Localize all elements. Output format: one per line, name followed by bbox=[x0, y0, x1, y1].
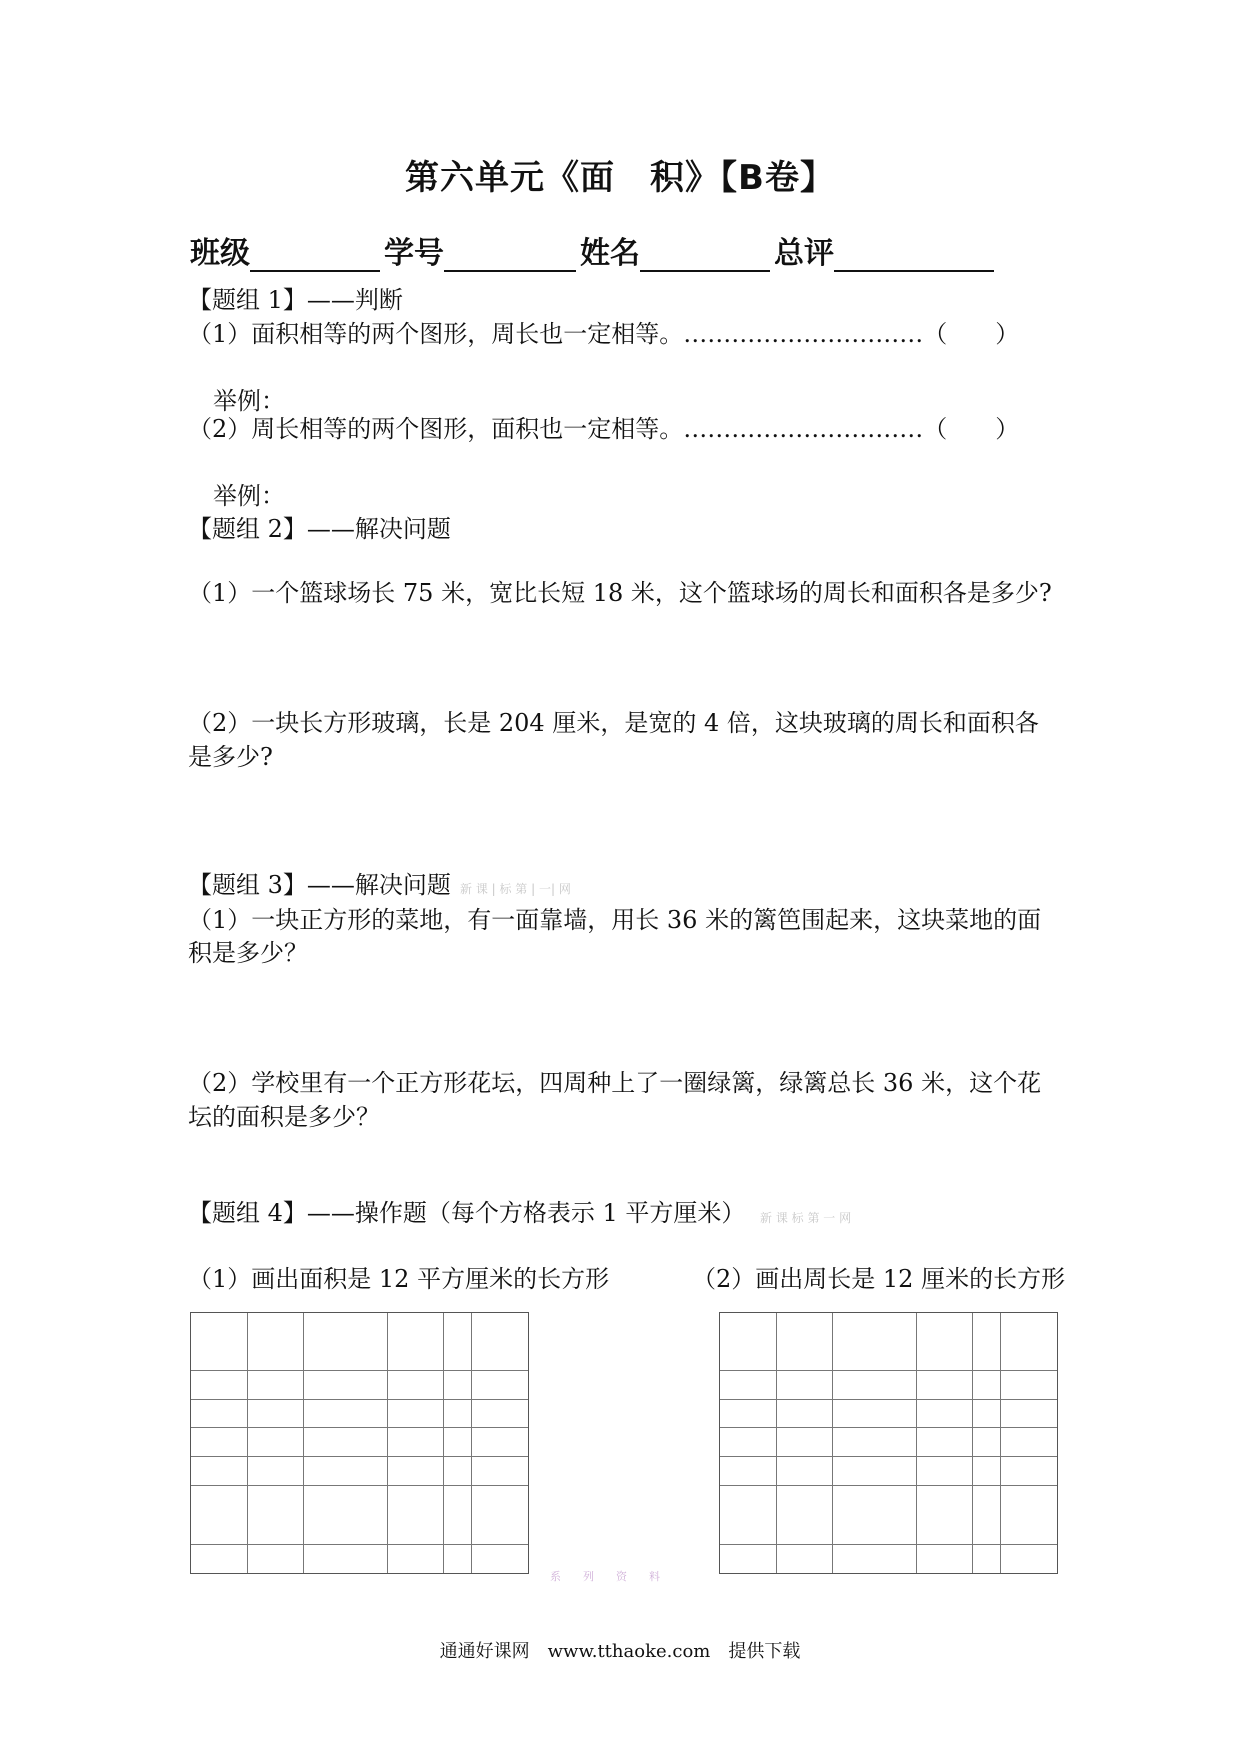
watermark-1: 新 课 | 标 第 | 一| 网 bbox=[460, 882, 571, 896]
group2-question-1: （1）一个篮球场长 75 米，宽比长短 18 米，这个篮球场的周长和面积各是多少? bbox=[188, 579, 1052, 607]
group1-question-1: （1）面积相等的两个图形，周长也一定相等。…………………………（ ） bbox=[188, 320, 1020, 348]
group1-example-1: 举例： bbox=[213, 387, 285, 415]
class-label: 班级 bbox=[190, 236, 250, 271]
watermark-3: 系 列 资 料 bbox=[550, 1570, 660, 1583]
grid-line bbox=[191, 1456, 528, 1457]
grid-line bbox=[191, 1544, 528, 1545]
group2-question-2-line2: 是多少? bbox=[188, 743, 273, 771]
number-blank[interactable] bbox=[444, 240, 576, 272]
grid-line bbox=[972, 1313, 973, 1573]
group4-question-2: （2）画出周长是 12 厘米的长方形 bbox=[692, 1265, 1066, 1293]
grid-line bbox=[191, 1427, 528, 1428]
grid-line bbox=[720, 1544, 1057, 1545]
grid-line bbox=[720, 1399, 1057, 1400]
grid-line bbox=[916, 1313, 917, 1573]
grid-line bbox=[471, 1313, 472, 1573]
group3-question-2-line2: 坛的面积是多少？ bbox=[188, 1103, 380, 1131]
page-footer: 通通好课网 www.tthaoke.com 提供下载 bbox=[439, 1641, 801, 1662]
drawing-grid-1[interactable] bbox=[190, 1312, 529, 1574]
group4-question-1: （1）画出面积是 12 平方厘米的长方形 bbox=[188, 1265, 610, 1293]
grid-line bbox=[1000, 1313, 1001, 1573]
student-info-row bbox=[190, 228, 998, 272]
group3-question-1-line1: （1）一块正方形的菜地，有一面靠墙，用长 36 米的篱笆围起来，这块菜地的面 bbox=[188, 906, 1042, 934]
grid-line bbox=[720, 1427, 1057, 1428]
grid-line bbox=[191, 1399, 528, 1400]
group1-example-2: 举例： bbox=[213, 482, 285, 510]
number-label: 学号 bbox=[384, 236, 444, 271]
name-label: 姓名 bbox=[580, 236, 640, 271]
grid-line bbox=[443, 1313, 444, 1573]
grid-line bbox=[247, 1313, 248, 1573]
score-label: 总评 bbox=[774, 236, 834, 271]
group1-question-2: （2）周长相等的两个图形，面积也一定相等。…………………………（ ） bbox=[188, 415, 1020, 443]
grid-line bbox=[832, 1313, 833, 1573]
grid-line bbox=[191, 1485, 528, 1486]
class-blank[interactable] bbox=[250, 240, 380, 272]
grid-line bbox=[776, 1313, 777, 1573]
grid-line bbox=[720, 1370, 1057, 1371]
page-title: 第六单元《面 积》【B卷】 bbox=[405, 158, 835, 198]
group2-heading: 【题组 2】——解决问题 bbox=[188, 515, 451, 543]
group1-heading: 【题组 1】——判断 bbox=[188, 286, 403, 314]
group3-question-1-line2: 积是多少？ bbox=[188, 939, 308, 967]
score-blank[interactable] bbox=[834, 240, 994, 272]
grid-line bbox=[303, 1313, 304, 1573]
group3-heading: 【题组 3】——解决问题 bbox=[188, 871, 451, 899]
watermark-2: 新 课 标 第 一 网 bbox=[760, 1211, 852, 1225]
grid-line bbox=[191, 1370, 528, 1371]
grid-line bbox=[720, 1456, 1057, 1457]
grid-line bbox=[720, 1485, 1057, 1486]
drawing-grid-2[interactable] bbox=[719, 1312, 1058, 1574]
grid-line bbox=[387, 1313, 388, 1573]
group4-heading: 【题组 4】——操作题（每个方格表示 1 平方厘米） bbox=[188, 1199, 746, 1227]
group2-question-2-line1: （2）一块长方形玻璃，长是 204 厘米，是宽的 4 倍，这块玻璃的周长和面积各 bbox=[188, 709, 1039, 737]
name-blank[interactable] bbox=[640, 240, 770, 272]
group3-question-2-line1: （2）学校里有一个正方形花坛，四周种上了一圈绿篱，绿篱总长 36 米，这个花 bbox=[188, 1069, 1042, 1097]
